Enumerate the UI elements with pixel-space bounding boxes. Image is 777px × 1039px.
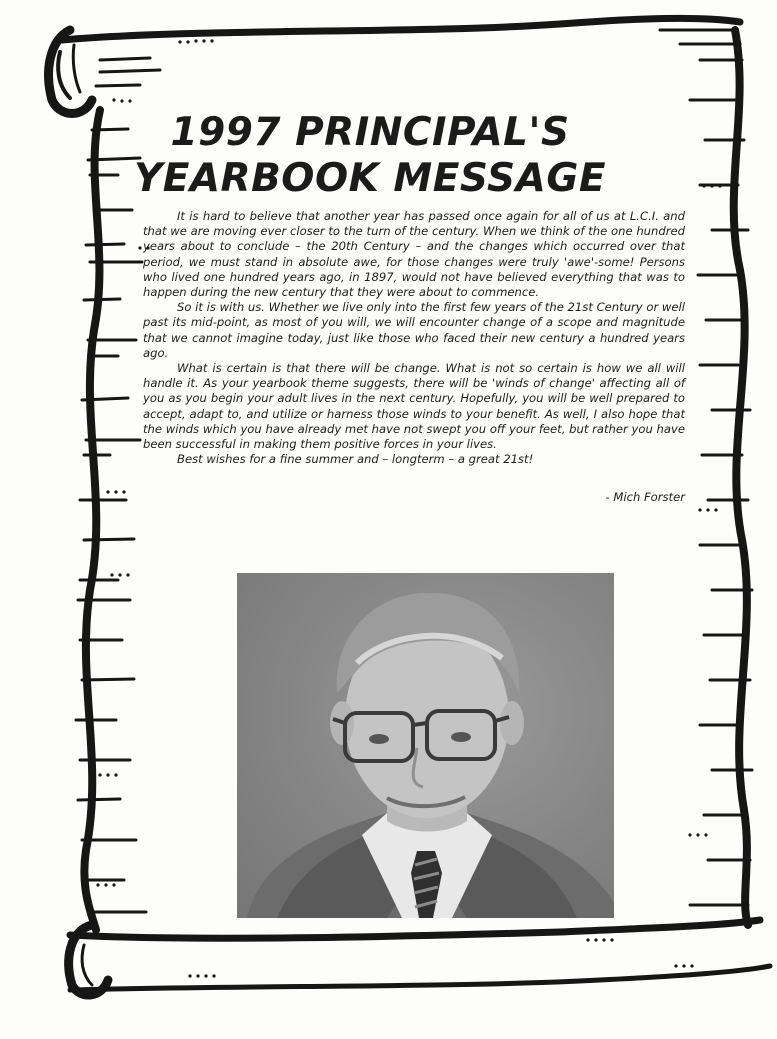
message-paragraph-2: So it is with us. Whether we live only into the first few years of the 21st Century or well past its mid-point, as most of you will, we will encounter change of a scope and magnitude that we cannot imagine today, just like those who faced their new century a hundred years ago. <box>143 300 685 360</box>
principal-portrait-photo <box>237 573 614 918</box>
message-paragraph-3: What is certain is that there will be change. What is not so certain is how we all will handle it. As your yearbook theme suggests, there will be 'winds of change' affecting all of you as you begin your adult lives in the next century. Hopefully, you will be well prepared to accept, adapt to, and utilize or harness those winds to your benefit. As well, I also hope that the winds which you have already met have not swept you off your feet, but rather you have been successful in making them positive forces in your lives. <box>143 361 685 452</box>
signature: - Mich Forster <box>605 490 685 504</box>
message-paragraph-1: It is hard to believe that another year has passed once again for all of us at L.C.I. and that we are moving ever closer to the turn of the century. When we think of the one hundred years about to conclude – the 20th Century – and the changes which occurred over that period, we must stand in absolute awe, for those changes were truly 'awe'-some! Persons who lived one hundred years ago, in 1897, would not have believed everything that was to happen during the new century that they were about to commence. <box>143 209 685 300</box>
message-paragraph-4: Best wishes for a fine summer and – longterm – a great 21st! <box>177 452 534 467</box>
page-title-line-1: 1997 PRINCIPAL'S <box>170 110 570 155</box>
page-title <box>130 110 610 202</box>
principal-message <box>143 209 685 467</box>
page-title-line-2: YEARBOOK MESSAGE <box>133 156 606 201</box>
